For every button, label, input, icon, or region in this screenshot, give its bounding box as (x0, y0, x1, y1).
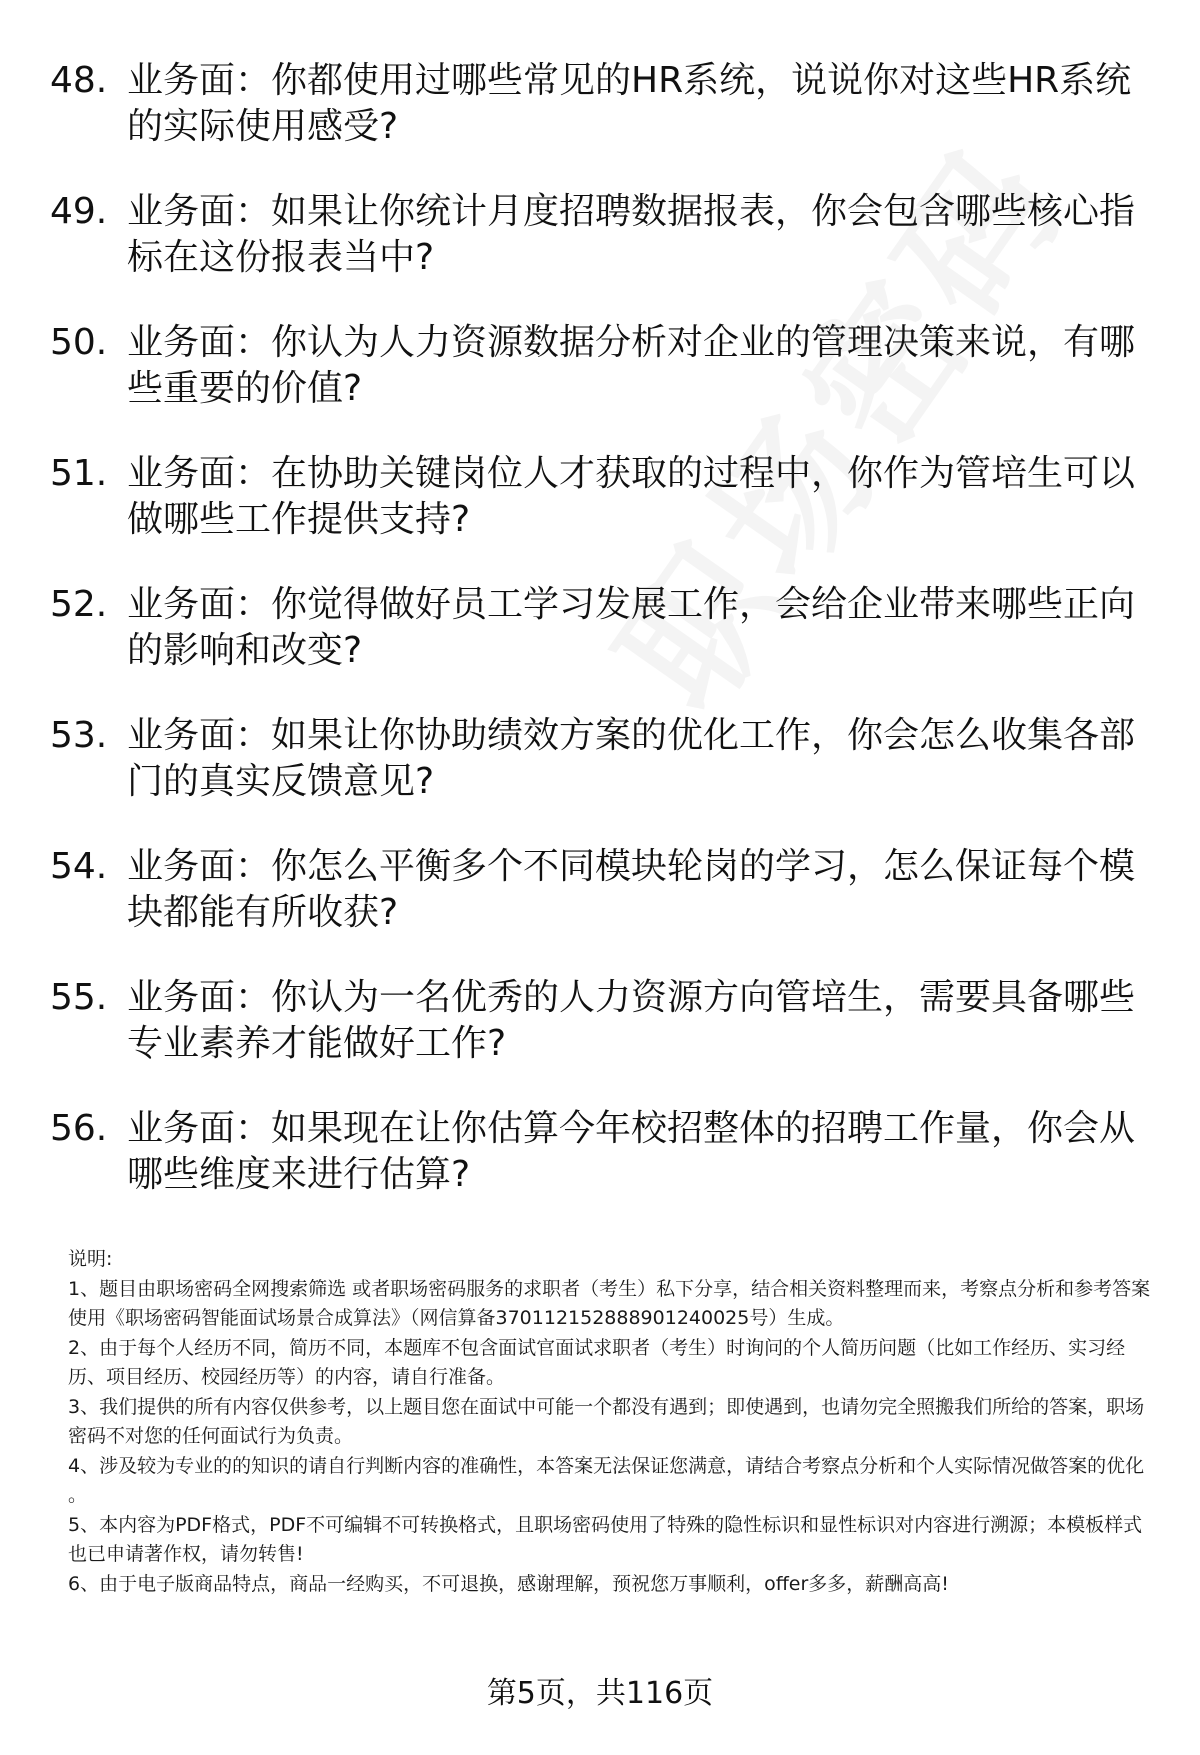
question-text: 业务面：如果现在让你估算今年校招整体的招聘工作量，你会从哪些维度来进行估算? (127, 1108, 1136, 1195)
question-number: 50. (50, 322, 108, 363)
question-item (0, 1106, 1200, 1237)
question-number: 56. (50, 1108, 108, 1149)
question-number: 53. (50, 715, 108, 756)
notes-section (68, 1245, 1158, 1599)
question-text: 业务面：在协助关键岗位人才获取的过程中，你作为管培生可以做哪些工作提供支持? (127, 453, 1136, 540)
question-text: 业务面：你怎么平衡多个不同模块轮岗的学习，怎么保证每个模块都能有所收获? (127, 846, 1136, 933)
question-number: 52. (50, 584, 108, 625)
note-item: 1、题目由职场密码全网搜索筛选 或者职场密码服务的求职者（考生）私下分享，结合相关资料整理而来，考察点分析和参考答案使用《职场密码智能面试场景合成算法》（网信算备370112152888901240025号）生成。 (68, 1277, 1151, 1329)
question-item (0, 320, 1200, 451)
question-item (0, 975, 1200, 1106)
question-text: 业务面：你都使用过哪些常见的HR系统，说说你对这些HR系统的实际使用感受? (127, 60, 1132, 147)
note-item: 2、由于每个人经历不同，简历不同，本题库不包含面试官面试求职者（考生）时询问的个人简历问题（比如工作经历、实习经历、项目经历、校园经历等）的内容，请自行准备。 (68, 1336, 1126, 1388)
question-list (0, 58, 1200, 1237)
note-item: 6、由于电子版商品特点，商品一经购买，不可退换，感谢理解，预祝您万事顺利，offer多多，薪酬高高! (68, 1572, 949, 1595)
notes-title: 说明: (68, 1248, 113, 1270)
question-number: 54. (50, 846, 108, 887)
question-number: 48. (50, 60, 108, 101)
page-footer: 第5页，共116页 (486, 1676, 714, 1711)
question-item (0, 582, 1200, 713)
question-item (0, 713, 1200, 844)
question-item (0, 844, 1200, 975)
question-text: 业务面：你认为一名优秀的人力资源方向管培生，需要具备哪些专业素养才能做好工作? (127, 977, 1136, 1064)
question-text: 业务面：如果让你协助绩效方案的优化工作，你会怎么收集各部门的真实反馈意见? (127, 715, 1136, 802)
note-item: 3、我们提供的所有内容仅供参考，以上题目您在面试中可能一个都没有遇到；即使遇到，也请勿完全照搬我们所给的答案，职场密码不对您的任何面试行为负责。 (68, 1395, 1145, 1447)
question-item (0, 451, 1200, 582)
question-text: 业务面：你觉得做好员工学习发展工作，会给企业带来哪些正向的影响和改变? (127, 584, 1136, 671)
question-text: 业务面：你认为人力资源数据分析对企业的管理决策来说，有哪些重要的价值? (127, 322, 1136, 409)
question-item (0, 189, 1200, 320)
question-number: 49. (50, 191, 108, 232)
question-number: 51. (50, 453, 108, 494)
question-number: 55. (50, 977, 108, 1018)
note-item: 5、本内容为PDF格式，PDF不可编辑不可转换格式，且职场密码使用了特殊的隐性标识和显性标识对内容进行溯源；本模板样式也已申请著作权，请勿转售! (68, 1513, 1143, 1565)
question-item (0, 58, 1200, 189)
note-item: 4、涉及较为专业的的知识的请自行判断内容的准确性，本答案无法保证您满意，请结合考察点分析和个人实际情况做答案的优化 。 (68, 1454, 1145, 1506)
question-text: 业务面：如果让你统计月度招聘数据报表，你会包含哪些核心指标在这份报表当中? (127, 191, 1136, 278)
